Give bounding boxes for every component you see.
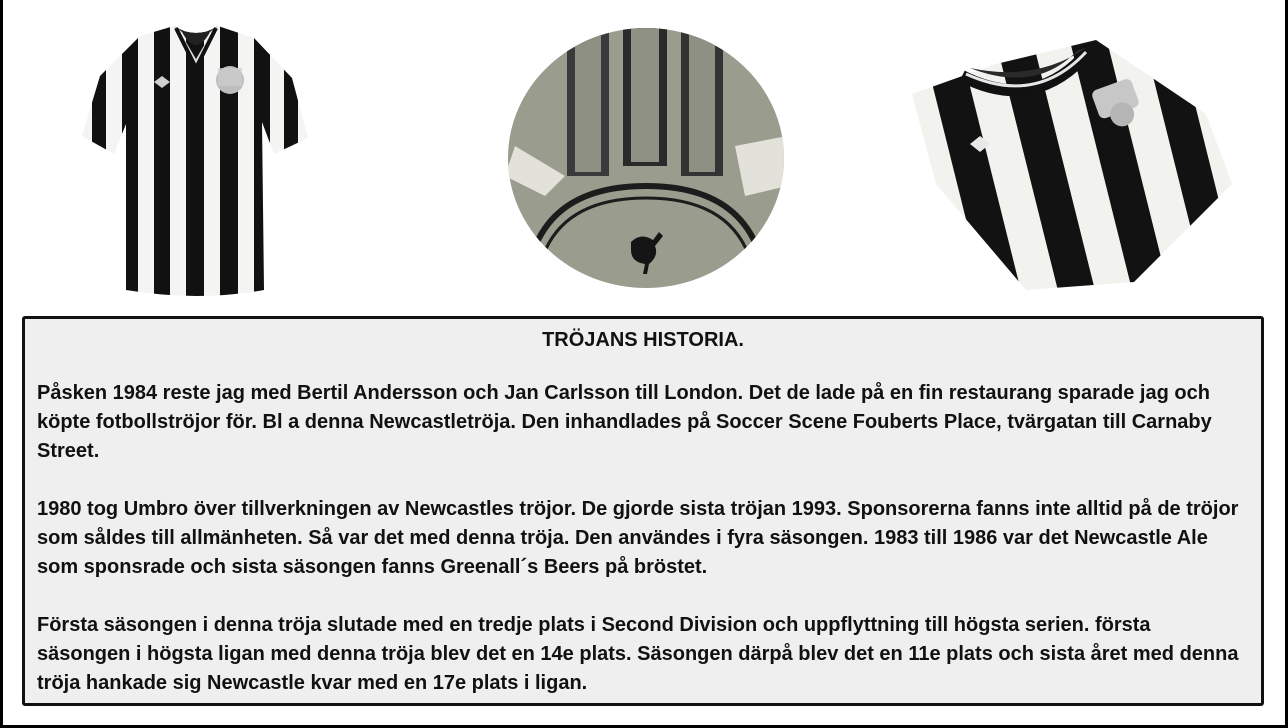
panel-title: TRÖJANS HISTORIA. xyxy=(542,329,744,351)
history-paragraph-3: Första säsongen i denna tröja slutade med en tredje plats i Second Division och uppflyttning till högsta serien. första säsongen i högsta ligan med denna tröja blev det en 14e plats. Säsongen därpå blev det en 11e plats och sista året med denna tröja hankade sig Newcastle kvar med en 17e plats i ligan. xyxy=(37,614,1239,694)
history-paragraph-1: Påsken 1984 reste jag med Bertil Andersson och Jan Carlsson till London. Det de lade på en fin restaurang sparade jag och köpte fotbollströjor för. Bl a denna Newcastletröja. Den inhandlades på Soccer Scene Fouberts Place, tvärgatan till Carnaby Street. xyxy=(37,382,1212,462)
striped-shirt-front-image xyxy=(78,18,314,298)
folded-striped-shirt-image xyxy=(906,34,1238,296)
history-panel xyxy=(22,316,1264,706)
history-paragraph-2: 1980 tog Umbro över tillverkningen av Newcastles tröjor. De gjorde sista tröjan 1993. Sponsorerna fanns inte alltid på de tröjor som såldes till allmänheten. Så var det med denna tröja. Den användes i fyra säsongen. 1983 till 1986 var det Newcastle Ale som sponsrade och sista säsongen fanns Greenall´s Beers på bröstet. xyxy=(37,498,1239,578)
crest-closeup-image xyxy=(505,26,787,290)
